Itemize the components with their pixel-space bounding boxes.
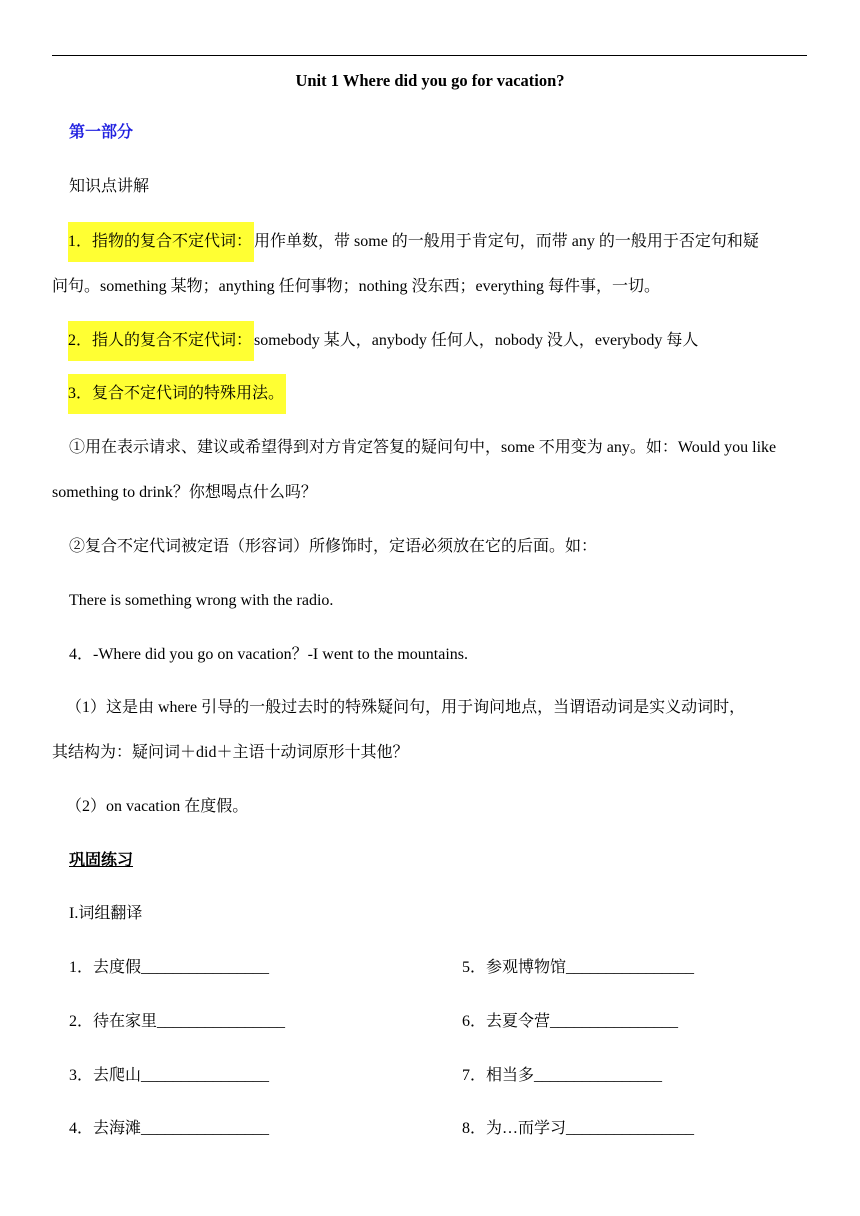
document-title: Unit 1 Where did you go for vacation? (295, 71, 565, 90)
point-2-text: somebody 某人，anybody 任何人，nobody 没人，everybody 每人 (254, 332, 699, 349)
point-1-line-2: 问句。something 某物；anything 任何事物；nothing 没东西；everything 每件事，一切。 (52, 278, 660, 295)
usage-2-example: There is something wrong with the radio. (69, 592, 334, 609)
point-4: 4．-Where did you go on vacation？-I went to the mountains. (69, 646, 469, 663)
point-1-text: 用作单数，带 some 的一般用于肯定句，而带 any 的一般用于否定句和疑 (254, 233, 759, 250)
point-2 (69, 321, 698, 361)
exercise-item: 7．相当多________________ (462, 1067, 663, 1084)
header-rule (52, 55, 807, 56)
practice-heading: 巩固练习 (69, 852, 134, 869)
usage-1-line-2: something to drink？你想喝点什么吗？ (52, 484, 317, 501)
point-1-label: 1．指物的复合不定代词： (68, 222, 254, 262)
point-3-label: 3．复合不定代词的特殊用法。 (68, 374, 286, 414)
note-1-line-2: 其结构为：疑问词＋did＋主语十动词原形十其他？ (52, 744, 409, 761)
section-heading: 第一部分 (69, 124, 134, 141)
point-1-line-1 (69, 222, 809, 262)
exercise-item: 2．待在家里________________ (69, 1013, 286, 1030)
exercise-item: 3．去爬山________________ (69, 1067, 270, 1084)
note-1-line-1: （1）这是由 where 引导的一般过去时的特殊疑问句，用于询问地点，当谓语动词是实义动词时， (66, 699, 746, 716)
exercise-heading: I.词组翻译 (69, 905, 143, 922)
exercise-item: 1．去度假________________ (69, 959, 270, 976)
knowledge-heading: 知识点讲解 (69, 178, 150, 195)
point-2-label: 2．指人的复合不定代词： (68, 321, 254, 361)
point-3 (69, 374, 286, 414)
exercise-item: 6．去夏令营________________ (462, 1013, 679, 1030)
usage-2: ②复合不定代词被定语（形容词）所修饰时，定语必须放在它的后面。如： (69, 538, 598, 555)
exercise-item: 8．为…而学习________________ (462, 1120, 695, 1137)
usage-1-line-1: ①用在表示请求、建议或希望得到对方肯定答复的疑问句中，some 不用变为 any。如：Would you like (69, 439, 777, 456)
exercise-item: 4．去海滩________________ (69, 1120, 270, 1137)
exercise-item: 5．参观博物馆________________ (462, 959, 695, 976)
note-2: （2）on vacation 在度假。 (66, 798, 249, 815)
